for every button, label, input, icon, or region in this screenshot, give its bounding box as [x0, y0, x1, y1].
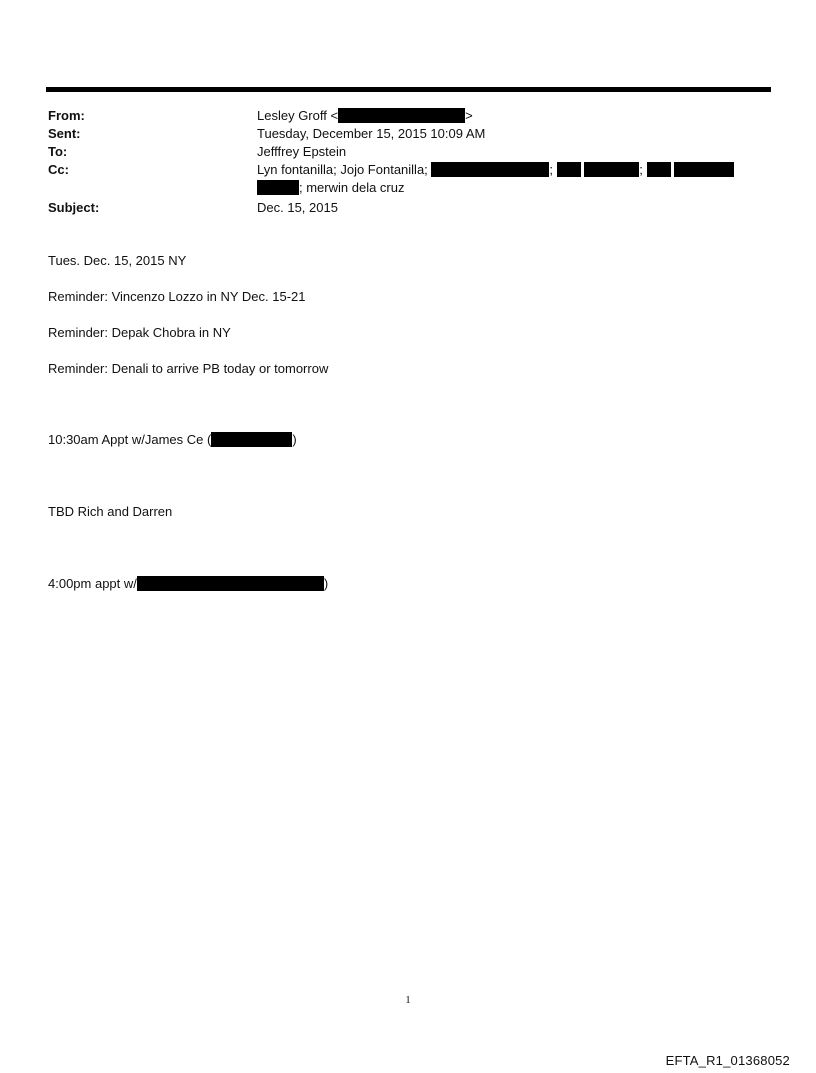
document-id: EFTA_R1_01368052: [665, 1053, 790, 1068]
appointment-text: 4:00pm appt w/: [48, 576, 137, 591]
redaction-block: [557, 162, 581, 177]
redaction-block: [338, 108, 465, 123]
cc-recipients-end: ; merwin dela cruz: [299, 180, 405, 195]
cc-label: Cc:: [48, 162, 69, 177]
redaction-block: [257, 180, 299, 195]
body-date-line: Tues. Dec. 15, 2015 NY: [48, 253, 187, 268]
redaction-block: [137, 576, 324, 591]
sent-label: Sent:: [48, 126, 81, 141]
cc-separator: ;: [639, 162, 643, 177]
redaction-block: [211, 432, 292, 447]
appointment-close: ): [323, 576, 329, 591]
from-name: Lesley Groff <: [257, 108, 339, 123]
cc-value-line2: [257, 179, 404, 197]
redaction-block: [674, 162, 734, 177]
header-rule: [46, 87, 771, 92]
from-value: [257, 107, 473, 125]
cc-recipients: Lyn fontanilla; Jojo Fontanilla;: [257, 162, 428, 177]
redaction-block: [584, 162, 639, 177]
from-label: From:: [48, 108, 85, 123]
body-appointment-1: [48, 431, 297, 449]
from-suffix: >: [465, 108, 473, 123]
body-appointment-2: [48, 575, 328, 593]
redaction-block: [647, 162, 671, 177]
body-tbd-line: TBD Rich and Darren: [48, 504, 173, 519]
to-value: Jefffrey Epstein: [257, 144, 347, 159]
cc-separator: ;: [549, 162, 554, 177]
subject-label: Subject:: [48, 200, 100, 215]
subject-value: Dec. 15, 2015: [257, 200, 338, 215]
body-reminder-1: Reminder: Vincenzo Lozzo in NY Dec. 15-21: [48, 289, 306, 304]
email-header: [48, 107, 773, 219]
appointment-text: 10:30am Appt w/James Ce (: [48, 432, 212, 447]
redaction-block: [431, 162, 549, 177]
cc-value-line1: [257, 161, 734, 179]
body-reminder-3: Reminder: Denali to arrive PB today or tomorrow: [48, 361, 329, 376]
body-reminder-2: Reminder: Depak Chobra in NY: [48, 325, 231, 340]
sent-value: Tuesday, December 15, 2015 10:09 AM: [257, 126, 486, 141]
appointment-close: ): [292, 432, 297, 447]
page-number: 1: [405, 994, 411, 1006]
to-label: To:: [48, 144, 68, 159]
